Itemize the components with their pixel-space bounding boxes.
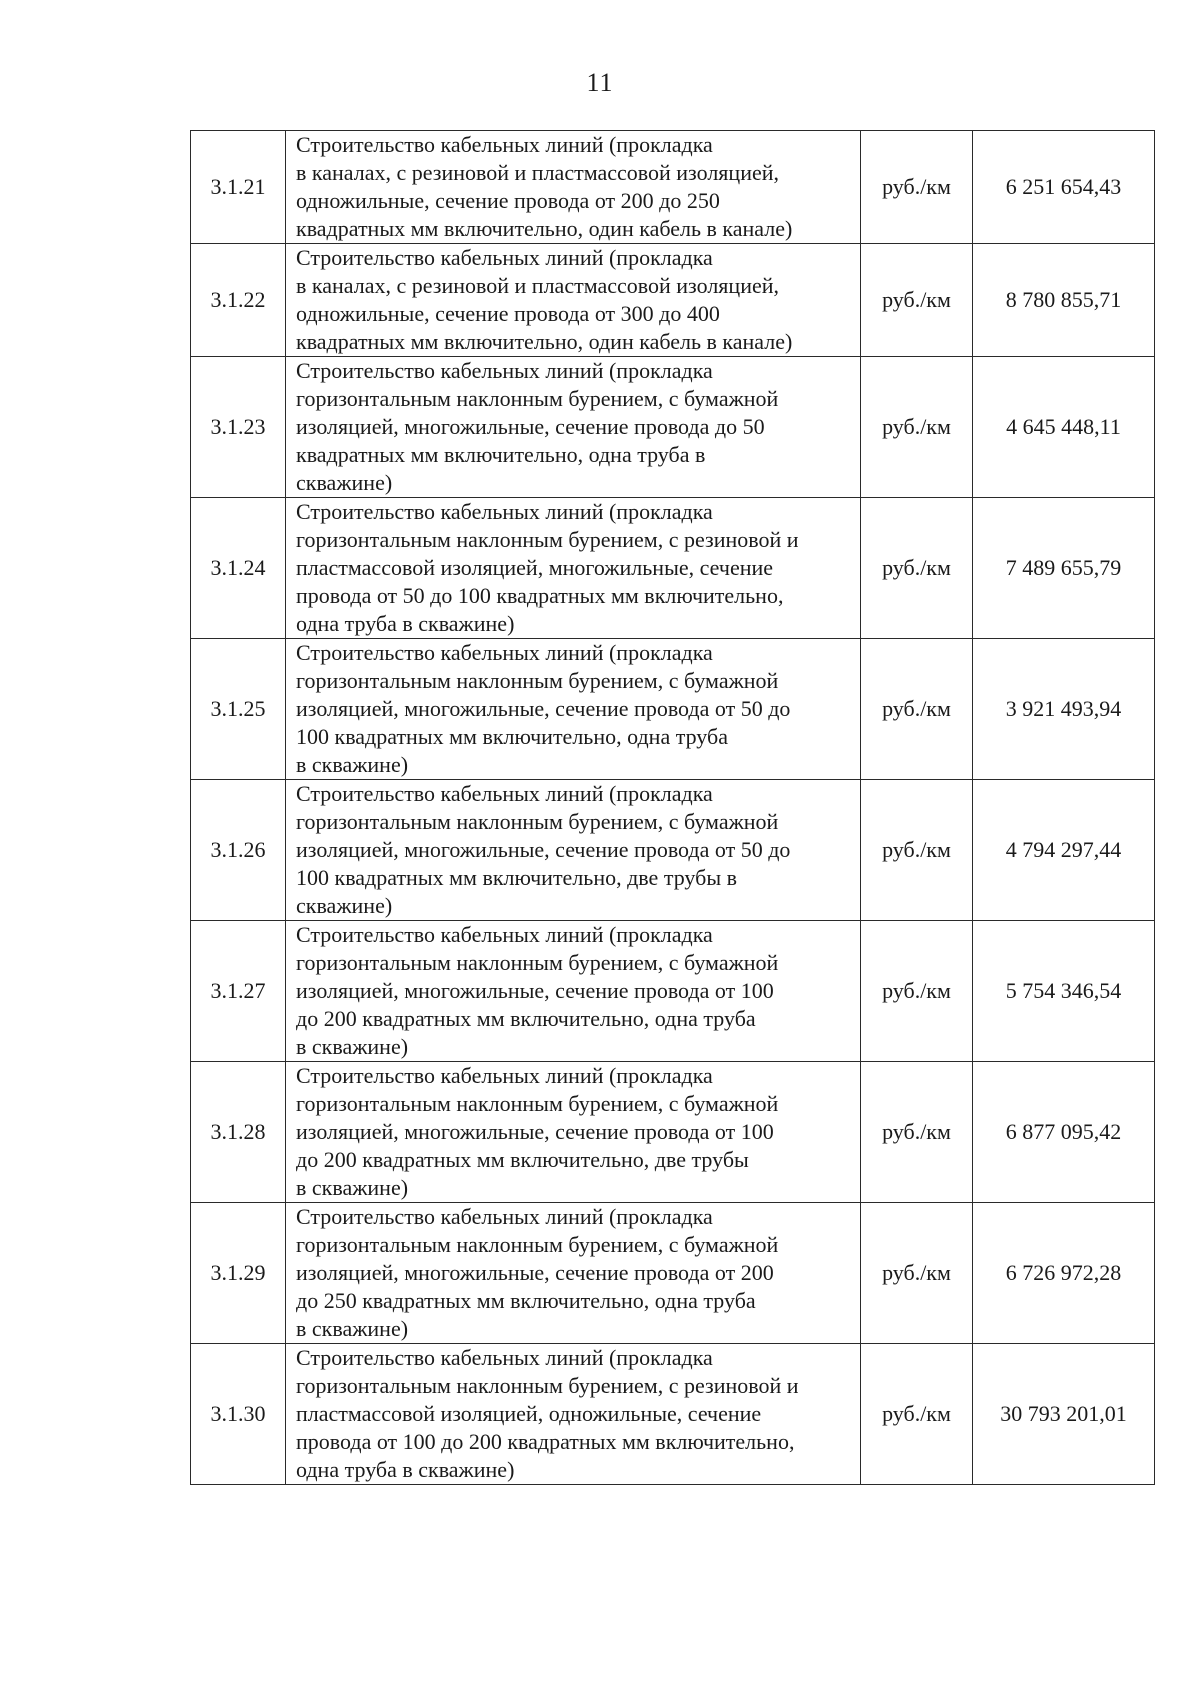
item-description: [286, 498, 861, 639]
table-row: [191, 1203, 1155, 1344]
description-line: одножильные, сечение провода от 200 до 250: [296, 188, 720, 213]
item-price: 7 489 655,79: [973, 498, 1155, 639]
item-number: 3.1.22: [191, 244, 286, 357]
description-line: в каналах, с резиновой и пластмассовой изоляцией,: [296, 160, 780, 185]
item-price: 5 754 346,54: [973, 921, 1155, 1062]
item-unit: руб./км: [861, 639, 973, 780]
description-line: пластмассовой изоляцией, многожильные, сечение: [296, 555, 774, 580]
description-line: до 200 квадратных мм включительно, две трубы: [296, 1147, 749, 1172]
item-number: 3.1.21: [191, 131, 286, 244]
table-row: [191, 244, 1155, 357]
description-line: скважине): [296, 470, 393, 495]
description-line: горизонтальным наклонным бурением, с бумажной: [296, 950, 779, 975]
description-line: горизонтальным наклонным бурением, с бумажной: [296, 1232, 779, 1257]
description-line: одна труба в скважине): [296, 611, 515, 636]
description-line: провода от 100 до 200 квадратных мм включительно,: [296, 1429, 795, 1454]
item-price: 3 921 493,94: [973, 639, 1155, 780]
item-number: 3.1.27: [191, 921, 286, 1062]
item-price: 8 780 855,71: [973, 244, 1155, 357]
description-line: горизонтальным наклонным бурением, с бумажной: [296, 668, 779, 693]
description-line: квадратных мм включительно, один кабель в канале): [296, 329, 793, 354]
table-row: [191, 780, 1155, 921]
item-unit: руб./км: [861, 498, 973, 639]
table-row: [191, 131, 1155, 244]
description-line: в скважине): [296, 752, 409, 777]
item-description: [286, 1203, 861, 1344]
description-line: горизонтальным наклонным бурением, с резиновой и: [296, 1373, 799, 1398]
description-line: пластмассовой изоляцией, одножильные, сечение: [296, 1401, 762, 1426]
description-line: скважине): [296, 893, 393, 918]
item-unit: руб./км: [861, 921, 973, 1062]
item-price: 6 877 095,42: [973, 1062, 1155, 1203]
description-line: провода от 50 до 100 квадратных мм включительно,: [296, 583, 784, 608]
item-price: 4 645 448,11: [973, 357, 1155, 498]
item-price: 6 726 972,28: [973, 1203, 1155, 1344]
description-line: в скважине): [296, 1316, 409, 1341]
table-row: [191, 1344, 1155, 1485]
description-line: Строительство кабельных линий (прокладка: [296, 1204, 713, 1229]
item-description: [286, 1344, 861, 1485]
item-unit: руб./км: [861, 357, 973, 498]
table-row: [191, 357, 1155, 498]
description-line: в скважине): [296, 1034, 409, 1059]
table-row: [191, 1062, 1155, 1203]
description-line: изоляцией, многожильные, сечение провода от 100: [296, 978, 774, 1003]
item-description: [286, 244, 861, 357]
description-line: горизонтальным наклонным бурением, с резиновой и: [296, 527, 799, 552]
description-line: Строительство кабельных линий (прокладка: [296, 1063, 713, 1088]
item-description: [286, 921, 861, 1062]
item-number: 3.1.29: [191, 1203, 286, 1344]
item-unit: руб./км: [861, 780, 973, 921]
item-description: [286, 780, 861, 921]
description-line: Строительство кабельных линий (прокладка: [296, 1345, 713, 1370]
description-line: горизонтальным наклонным бурением, с бумажной: [296, 1091, 779, 1116]
item-price: 4 794 297,44: [973, 780, 1155, 921]
description-line: изоляцией, многожильные, сечение провода от 50 до: [296, 837, 791, 862]
description-line: до 200 квадратных мм включительно, одна труба: [296, 1006, 756, 1031]
description-line: горизонтальным наклонным бурением, с бумажной: [296, 386, 779, 411]
item-unit: руб./км: [861, 244, 973, 357]
rates-table: [190, 130, 1155, 1485]
description-line: в каналах, с резиновой и пластмассовой изоляцией,: [296, 273, 780, 298]
description-line: Строительство кабельных линий (прокладка: [296, 358, 713, 383]
description-line: в скважине): [296, 1175, 409, 1200]
page-number: 11: [586, 68, 614, 97]
table-row: [191, 498, 1155, 639]
description-line: до 250 квадратных мм включительно, одна труба: [296, 1288, 756, 1313]
item-unit: руб./км: [861, 1344, 973, 1485]
item-unit: руб./км: [861, 1062, 973, 1203]
item-number: 3.1.25: [191, 639, 286, 780]
description-line: 100 квадратных мм включительно, две трубы в: [296, 865, 737, 890]
table-row: [191, 921, 1155, 1062]
item-unit: руб./км: [861, 131, 973, 244]
item-number: 3.1.28: [191, 1062, 286, 1203]
item-number: 3.1.30: [191, 1344, 286, 1485]
item-number: 3.1.26: [191, 780, 286, 921]
description-line: изоляцией, многожильные, сечение провода от 200: [296, 1260, 774, 1285]
item-description: [286, 639, 861, 780]
item-description: [286, 131, 861, 244]
description-line: Строительство кабельных линий (прокладка: [296, 499, 713, 524]
table-row: [191, 639, 1155, 780]
description-line: 100 квадратных мм включительно, одна труба: [296, 724, 728, 749]
item-description: [286, 1062, 861, 1203]
description-line: Строительство кабельных линий (прокладка: [296, 922, 713, 947]
description-line: Строительство кабельных линий (прокладка: [296, 132, 713, 157]
description-line: Строительство кабельных линий (прокладка: [296, 245, 713, 270]
description-line: горизонтальным наклонным бурением, с бумажной: [296, 809, 779, 834]
description-line: квадратных мм включительно, один кабель в канале): [296, 216, 793, 241]
description-line: изоляцией, многожильные, сечение провода до 50: [296, 414, 765, 439]
description-line: одножильные, сечение провода от 300 до 400: [296, 301, 720, 326]
description-line: квадратных мм включительно, одна труба в: [296, 442, 706, 467]
item-price: 30 793 201,01: [973, 1344, 1155, 1485]
description-line: изоляцией, многожильные, сечение провода от 50 до: [296, 696, 791, 721]
item-unit: руб./км: [861, 1203, 973, 1344]
item-number: 3.1.24: [191, 498, 286, 639]
rates-table-body: [191, 131, 1155, 1485]
item-description: [286, 357, 861, 498]
item-number: 3.1.23: [191, 357, 286, 498]
description-line: Строительство кабельных линий (прокладка: [296, 640, 713, 665]
item-price: 6 251 654,43: [973, 131, 1155, 244]
description-line: одна труба в скважине): [296, 1457, 515, 1482]
description-line: Строительство кабельных линий (прокладка: [296, 781, 713, 806]
description-line: изоляцией, многожильные, сечение провода от 100: [296, 1119, 774, 1144]
